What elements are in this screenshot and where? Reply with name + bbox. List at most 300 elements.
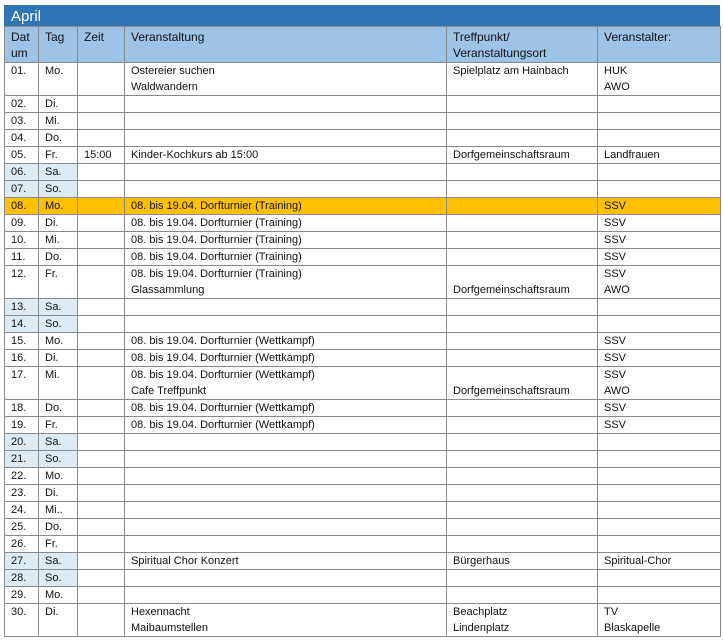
organizer-cell-text: SSV (604, 268, 627, 280)
time-cell-text (84, 316, 124, 332)
place-cell[interactable] (447, 367, 598, 400)
organizer-cell[interactable] (598, 451, 721, 468)
event-cell[interactable] (125, 113, 447, 130)
place-cell-text (453, 502, 597, 518)
time-cell-text: 15:00 (84, 149, 112, 161)
date-cell-text: 29. (11, 589, 27, 601)
event-cell[interactable] (125, 198, 447, 215)
place-cell[interactable] (447, 266, 598, 299)
table-row (5, 299, 721, 316)
place-cell-text (453, 181, 597, 197)
event-cell[interactable] (125, 519, 447, 536)
place-cell[interactable] (447, 519, 598, 536)
day-cell[interactable] (39, 164, 78, 181)
day-cell[interactable] (39, 266, 78, 299)
day-cell[interactable] (39, 367, 78, 400)
table-row (5, 249, 721, 266)
day-cell-text: Mi. (45, 115, 60, 127)
table-row (5, 519, 721, 536)
time-cell[interactable] (78, 147, 125, 164)
month-title[interactable]: April (4, 5, 720, 26)
organizer-cell[interactable] (598, 215, 721, 232)
event-cell[interactable] (125, 536, 447, 553)
day-cell[interactable] (39, 63, 78, 96)
header-organizer[interactable]: Veranstalter: (598, 27, 721, 63)
organizer-cell[interactable] (598, 299, 721, 316)
organizer-cell-text (604, 130, 720, 146)
date-cell[interactable] (5, 417, 39, 434)
table-row (5, 400, 721, 417)
place-cell[interactable] (447, 502, 598, 519)
place-cell[interactable] (447, 232, 598, 249)
day-cell[interactable] (39, 232, 78, 249)
date-cell-text: 30. (11, 606, 27, 618)
date-cell-text: 24. (11, 504, 27, 516)
date-cell-text: 02. (11, 98, 27, 110)
time-cell-text (84, 96, 124, 112)
place-cell-text (453, 333, 597, 349)
event-cell[interactable] (125, 96, 447, 113)
place-cell-text (453, 350, 597, 366)
event-cell-text (131, 485, 446, 501)
header-date[interactable]: Dat um (5, 27, 39, 63)
date-cell-text: 01. (11, 65, 27, 77)
time-cell[interactable] (78, 417, 125, 434)
place-cell[interactable] (447, 198, 598, 215)
place-cell-text: Dorfgemeinschaftsraum (453, 385, 570, 397)
time-cell[interactable] (78, 468, 125, 485)
date-cell-text: 12. (11, 268, 27, 280)
table-row (5, 266, 721, 299)
day-cell[interactable] (39, 604, 78, 637)
event-cell[interactable] (125, 299, 447, 316)
table-row (5, 316, 721, 333)
place-cell-text (453, 79, 597, 95)
event-cell[interactable] (125, 451, 447, 468)
day-cell[interactable] (39, 130, 78, 147)
time-cell-text (84, 299, 124, 315)
organizer-cell[interactable] (598, 232, 721, 249)
day-cell[interactable] (39, 502, 78, 519)
date-cell[interactable] (5, 215, 39, 232)
day-cell-text: Do. (45, 402, 63, 414)
organizer-cell[interactable] (598, 333, 721, 350)
place-cell-text (453, 570, 597, 586)
place-cell[interactable] (447, 350, 598, 367)
date-cell[interactable] (5, 164, 39, 181)
day-cell[interactable] (39, 350, 78, 367)
date-cell-text: 06. (11, 166, 27, 178)
date-cell[interactable] (5, 299, 39, 316)
time-cell-text (84, 113, 124, 129)
date-cell[interactable] (5, 130, 39, 147)
event-cell-text (131, 113, 446, 129)
organizer-cell[interactable] (598, 198, 721, 215)
organizer-cell-text (604, 485, 720, 501)
organizer-cell[interactable] (598, 553, 721, 570)
day-cell-text: Mi. (45, 369, 60, 381)
event-cell[interactable] (125, 350, 447, 367)
place-cell[interactable] (447, 333, 598, 350)
date-cell[interactable] (5, 333, 39, 350)
time-cell[interactable] (78, 519, 125, 536)
organizer-cell[interactable] (598, 519, 721, 536)
day-cell-text: Do. (45, 251, 63, 263)
event-cell[interactable] (125, 333, 447, 350)
day-cell-text: Mo. (45, 470, 64, 482)
event-cell-text: 08. bis 19.04. Dorfturnier (Training) (131, 200, 302, 212)
place-cell[interactable] (447, 570, 598, 587)
place-cell-text (453, 198, 597, 214)
event-cell[interactable] (125, 434, 447, 451)
date-cell-text: 17. (11, 369, 27, 381)
time-cell[interactable] (78, 96, 125, 113)
place-cell[interactable] (447, 434, 598, 451)
organizer-cell-text: SSV (604, 419, 627, 431)
day-cell[interactable] (39, 147, 78, 164)
table-row (5, 536, 721, 553)
day-cell[interactable] (39, 434, 78, 451)
event-cell[interactable] (125, 587, 447, 604)
time-cell-text (84, 249, 124, 265)
time-cell-text (84, 553, 124, 569)
time-cell-text (84, 232, 124, 248)
table-row (5, 587, 721, 604)
time-cell[interactable] (78, 587, 125, 604)
organizer-cell-text: SSV (604, 335, 627, 347)
time-cell-text (84, 502, 124, 518)
organizer-cell-text: TV (604, 606, 619, 618)
date-cell[interactable] (5, 316, 39, 333)
organizer-cell[interactable] (598, 434, 721, 451)
place-cell[interactable] (447, 181, 598, 198)
table-row (5, 468, 721, 485)
day-cell[interactable] (39, 316, 78, 333)
time-cell-text (84, 570, 124, 586)
event-cell-text: Kinder-Kochkurs ab 15:00 (131, 149, 259, 161)
time-cell[interactable] (78, 434, 125, 451)
time-cell[interactable] (78, 232, 125, 249)
time-cell[interactable] (78, 63, 125, 96)
day-cell[interactable] (39, 400, 78, 417)
date-cell[interactable] (5, 63, 39, 96)
time-cell[interactable] (78, 299, 125, 316)
organizer-cell[interactable] (598, 350, 721, 367)
organizer-cell-text (604, 502, 720, 518)
organizer-cell[interactable] (598, 113, 721, 130)
organizer-cell[interactable] (598, 63, 721, 96)
date-cell[interactable] (5, 570, 39, 587)
organizer-cell[interactable] (598, 147, 721, 164)
table-row (5, 553, 721, 570)
event-cell[interactable] (125, 553, 447, 570)
date-cell[interactable] (5, 434, 39, 451)
day-cell[interactable] (39, 519, 78, 536)
organizer-cell-text: SSV (604, 352, 627, 364)
event-cell-text: Hexennacht (131, 606, 190, 618)
place-cell[interactable] (447, 417, 598, 434)
date-cell-text: 10. (11, 234, 27, 246)
day-cell[interactable] (39, 468, 78, 485)
organizer-cell-text: AWO (604, 284, 630, 296)
day-cell[interactable] (39, 96, 78, 113)
date-cell[interactable] (5, 147, 39, 164)
event-cell-text: Maibaumstellen (131, 622, 209, 634)
header-event[interactable]: Veranstaltung (125, 27, 447, 63)
organizer-cell[interactable] (598, 130, 721, 147)
date-cell-text: 25. (11, 521, 27, 533)
table-row (5, 130, 721, 147)
place-cell-text (453, 113, 597, 129)
date-cell-text: 13. (11, 301, 27, 313)
organizer-cell[interactable] (598, 570, 721, 587)
event-cell-text: 08. bis 19.04. Dorfturnier (Training) (131, 251, 302, 263)
event-cell[interactable] (125, 400, 447, 417)
day-cell[interactable] (39, 570, 78, 587)
date-cell[interactable] (5, 400, 39, 417)
event-cell[interactable] (125, 130, 447, 147)
place-cell-text (453, 96, 597, 112)
event-cell[interactable] (125, 468, 447, 485)
organizer-cell-text: Spiritual-Chor (604, 555, 672, 567)
organizer-cell-text (604, 181, 720, 197)
table-row (5, 434, 721, 451)
time-cell-text (84, 215, 124, 231)
place-cell[interactable] (447, 485, 598, 502)
date-cell[interactable] (5, 604, 39, 637)
date-cell[interactable] (5, 536, 39, 553)
date-cell[interactable] (5, 553, 39, 570)
calendar-sheet (4, 5, 720, 637)
time-cell[interactable] (78, 604, 125, 637)
date-cell[interactable] (5, 181, 39, 198)
day-cell[interactable] (39, 451, 78, 468)
organizer-cell[interactable] (598, 417, 721, 434)
day-cell[interactable] (39, 536, 78, 553)
date-cell[interactable] (5, 502, 39, 519)
time-cell-text (84, 164, 124, 180)
place-cell-text: Lindenplatz (453, 622, 510, 634)
organizer-cell[interactable] (598, 249, 721, 266)
event-cell[interactable] (125, 215, 447, 232)
place-cell[interactable] (447, 113, 598, 130)
date-cell-text: 07. (11, 183, 27, 195)
organizer-cell[interactable] (598, 181, 721, 198)
day-cell[interactable] (39, 215, 78, 232)
event-cell[interactable] (125, 417, 447, 434)
time-cell[interactable] (78, 350, 125, 367)
event-cell[interactable] (125, 63, 447, 96)
time-cell[interactable] (78, 181, 125, 198)
organizer-cell-text: Blaskapelle (604, 622, 661, 634)
day-cell[interactable] (39, 417, 78, 434)
event-cell[interactable] (125, 181, 447, 198)
time-cell-text (84, 434, 124, 450)
time-cell-text (84, 400, 124, 416)
event-cell-text (131, 299, 446, 315)
place-cell[interactable] (447, 553, 598, 570)
event-cell-text (131, 451, 446, 467)
date-cell-text: 08. (11, 200, 27, 212)
place-cell[interactable] (447, 147, 598, 164)
organizer-cell-text: SSV (604, 251, 627, 263)
organizer-cell[interactable] (598, 164, 721, 181)
place-cell[interactable] (447, 249, 598, 266)
day-cell[interactable] (39, 333, 78, 350)
table-row (5, 181, 721, 198)
day-cell[interactable] (39, 485, 78, 502)
time-cell-text (84, 519, 124, 535)
day-cell[interactable] (39, 113, 78, 130)
time-cell[interactable] (78, 400, 125, 417)
table-row (5, 485, 721, 502)
event-cell[interactable] (125, 316, 447, 333)
day-cell[interactable] (39, 181, 78, 198)
day-cell-text: Mo. (45, 335, 64, 347)
time-cell[interactable] (78, 536, 125, 553)
event-cell-text (131, 164, 446, 180)
time-cell[interactable] (78, 130, 125, 147)
date-cell[interactable] (5, 96, 39, 113)
event-cell[interactable] (125, 485, 447, 502)
event-cell[interactable] (125, 249, 447, 266)
time-cell[interactable] (78, 502, 125, 519)
time-cell[interactable] (78, 451, 125, 468)
place-cell[interactable] (447, 130, 598, 147)
day-cell-text: Di. (45, 98, 59, 110)
event-cell[interactable] (125, 232, 447, 249)
event-cell-text: 08. bis 19.04. Dorfturnier (Wettkampf) (131, 402, 315, 414)
header-time[interactable]: Zeit (78, 27, 125, 63)
header-place[interactable]: Treffpunkt/ Veranstaltungsort (447, 27, 598, 63)
time-cell[interactable] (78, 367, 125, 400)
date-cell-text: 22. (11, 470, 27, 482)
time-cell[interactable] (78, 249, 125, 266)
event-cell[interactable] (125, 367, 447, 400)
place-cell[interactable] (447, 96, 598, 113)
time-cell[interactable] (78, 316, 125, 333)
place-cell[interactable] (447, 587, 598, 604)
time-cell-text (84, 417, 124, 433)
time-cell[interactable] (78, 266, 125, 299)
day-cell-text: Sa. (45, 555, 62, 567)
place-cell[interactable] (447, 451, 598, 468)
organizer-cell[interactable] (598, 400, 721, 417)
time-cell[interactable] (78, 215, 125, 232)
place-cell[interactable] (447, 316, 598, 333)
date-cell[interactable] (5, 249, 39, 266)
organizer-cell[interactable] (598, 485, 721, 502)
date-cell[interactable] (5, 519, 39, 536)
place-cell-text: Dorfgemeinschaftsraum (453, 149, 570, 161)
header-day[interactable]: Tag (39, 27, 78, 63)
date-cell[interactable] (5, 485, 39, 502)
day-cell-text: Mo. (45, 200, 64, 212)
date-cell-text: 20. (11, 436, 27, 448)
place-cell[interactable] (447, 299, 598, 316)
event-cell[interactable] (125, 502, 447, 519)
date-cell-text: 04. (11, 132, 27, 144)
time-cell[interactable] (78, 553, 125, 570)
date-cell[interactable] (5, 468, 39, 485)
date-cell[interactable] (5, 198, 39, 215)
organizer-cell[interactable] (598, 502, 721, 519)
table-row (5, 147, 721, 164)
time-cell[interactable] (78, 570, 125, 587)
time-cell[interactable] (78, 485, 125, 502)
date-cell[interactable] (5, 350, 39, 367)
time-cell-text (84, 468, 124, 484)
event-cell[interactable] (125, 164, 447, 181)
organizer-cell[interactable] (598, 604, 721, 637)
date-cell[interactable] (5, 587, 39, 604)
place-cell-text (453, 249, 597, 265)
time-cell[interactable] (78, 164, 125, 181)
event-cell[interactable] (125, 604, 447, 637)
place-cell[interactable] (447, 536, 598, 553)
event-cell[interactable] (125, 570, 447, 587)
table-row (5, 164, 721, 181)
organizer-cell-text (604, 570, 720, 586)
table-body (5, 63, 721, 637)
place-cell[interactable] (447, 164, 598, 181)
date-cell-text: 03. (11, 115, 27, 127)
place-cell-text (453, 485, 597, 501)
day-cell-text: Do. (45, 521, 63, 533)
place-cell[interactable] (447, 400, 598, 417)
organizer-cell[interactable] (598, 587, 721, 604)
organizer-cell[interactable] (598, 96, 721, 113)
table-row (5, 333, 721, 350)
time-cell[interactable] (78, 333, 125, 350)
day-cell-text: Fr. (45, 419, 58, 431)
date-cell[interactable] (5, 232, 39, 249)
date-cell[interactable] (5, 266, 39, 299)
day-cell[interactable] (39, 198, 78, 215)
organizer-cell[interactable] (598, 468, 721, 485)
day-cell[interactable] (39, 299, 78, 316)
organizer-cell[interactable] (598, 316, 721, 333)
table-row (5, 451, 721, 468)
organizer-cell[interactable] (598, 367, 721, 400)
day-cell[interactable] (39, 587, 78, 604)
place-cell[interactable] (447, 468, 598, 485)
date-cell[interactable] (5, 367, 39, 400)
table-row (5, 198, 721, 215)
date-cell[interactable] (5, 113, 39, 130)
table-row (5, 604, 721, 637)
event-cell[interactable] (125, 147, 447, 164)
time-cell[interactable] (78, 198, 125, 215)
date-cell-text: 28. (11, 572, 27, 584)
organizer-cell[interactable] (598, 266, 721, 299)
organizer-cell-text: AWO (604, 385, 630, 397)
organizer-cell[interactable] (598, 536, 721, 553)
date-cell-text: 23. (11, 487, 27, 499)
date-cell[interactable] (5, 451, 39, 468)
organizer-cell-text (604, 434, 720, 450)
place-cell[interactable] (447, 215, 598, 232)
event-cell[interactable] (125, 266, 447, 299)
place-cell[interactable] (447, 63, 598, 96)
day-cell[interactable] (39, 553, 78, 570)
event-cell-text: 08. bis 19.04. Dorfturnier (Wettkampf) (131, 352, 315, 364)
day-cell[interactable] (39, 249, 78, 266)
place-cell-text (453, 400, 597, 416)
time-cell[interactable] (78, 113, 125, 130)
event-cell-text: 08. bis 19.04. Dorfturnier (Training) (131, 234, 302, 246)
place-cell[interactable] (447, 604, 598, 637)
